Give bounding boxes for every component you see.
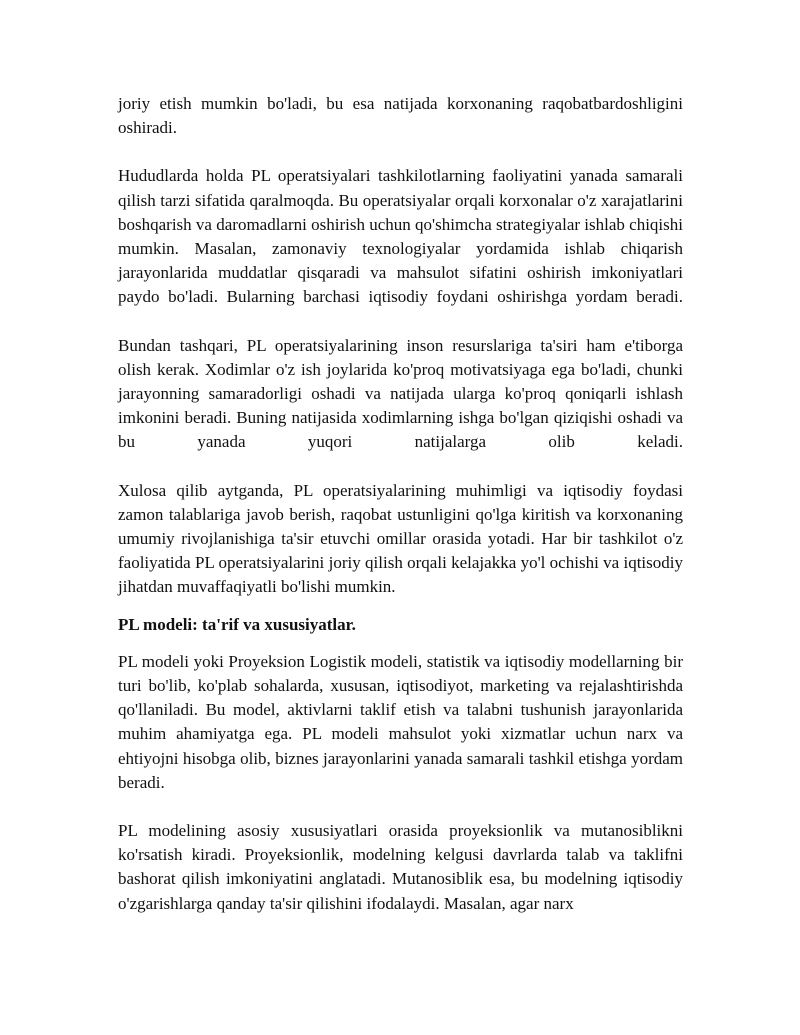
paragraph-human-resources: Bundan tashqari, PL operatsiyalarining inson resurslariga ta'siri ham e'tiborga olish kerak. Xodimlar o'z ish joylarida ko'proq motivatsiyaga ega bo'ladi, chunki jarayonning samaradorligi oshadi va natijada ularga ko'proq qoniqarli ishlash imkonini beradi. Buning natijasida xodimlarning ishga bo'lgan qiziqishi oshadi va bu yanada yuqori natijalarga olib keladi.	[118, 335, 683, 452]
paragraph-regional-operations: Hududlarda holda PL operatsiyalari tashkilotlarning faoliyatini yanada samarali qilish tarzi sifatida qaralmoqda. Bu operatsiyalar orqali korxonalar o'z xarajatlarini boshqarish va daromadlarni oshirish uchun qo'shimcha strategiyalar ishlab chiqishi mumkin. Masalan, zamonaviy texnologiyalar yordamida ishlab chiqarish jarayonlarida muddatlar qisqaradi va mahsulot sifatini oshirish imkoniyatlari paydo bo'ladi. Bularning barchasi iqtisodiy foydani oshirishga yordam beradi.	[118, 166, 683, 307]
paragraph-continuation: joriy etish mumkin bo'ladi, bu esa natijada korxonaning raqobatbardoshligini oshiradi.	[118, 94, 683, 138]
document-body	[118, 92, 683, 916]
paragraph-pl-model-features: PL modelining asosiy xususiyatlari orasida proyeksionlik va mutanosiblikni ko'rsatish kiradi. Proyeksionlik, modelning kelgusi davrlarda talab va taklifni bashorat qilish imkoniyatini anglatadi. Mutanosiblik esa, bu modelning iqtisodiy o'zgarishlarga qanday ta'sir qilishini ifodalaydi. Masalan, agar narx	[118, 821, 683, 913]
section-heading: PL modeli: ta'rif va xususiyatlar.	[118, 614, 356, 634]
paragraph-pl-model-definition: PL modeli yoki Proyeksion Logistik modeli, statistik va iqtisodiy modellarning bir turi bo'lib, ko'plab sohalarda, xususan, iqtisodiyot, marketing va rejalashtirishda qo'llaniladi. Bu model, aktivlarni taklif etish va talabni tushunish jarayonlarida muhim ahamiyatga ega. PL modeli mahsulot yoki xizmatlar uchun narx va ehtiyojni hisobga olib, biznes jarayonlarini yanada samarali tashkil etishga yordam beradi.	[118, 651, 683, 792]
paragraph-conclusion: Xulosa qilib aytganda, PL operatsiyalarining muhimligi va iqtisodiy foydasi zamon talablariga javob berish, raqobat ustunligini qo'lga kiritish va korxonaning umumiy rivojlanishiga ta'sir etuvchi omillar orasida yotadi. Har bir tashkilot o'z faoliyatida PL operatsiyalarini joriy qilish orqali kelajakka yo'l ochishi va iqtisodiy jihatdan muvaffaqiyatli bo'lishi mumkin.	[118, 480, 683, 597]
